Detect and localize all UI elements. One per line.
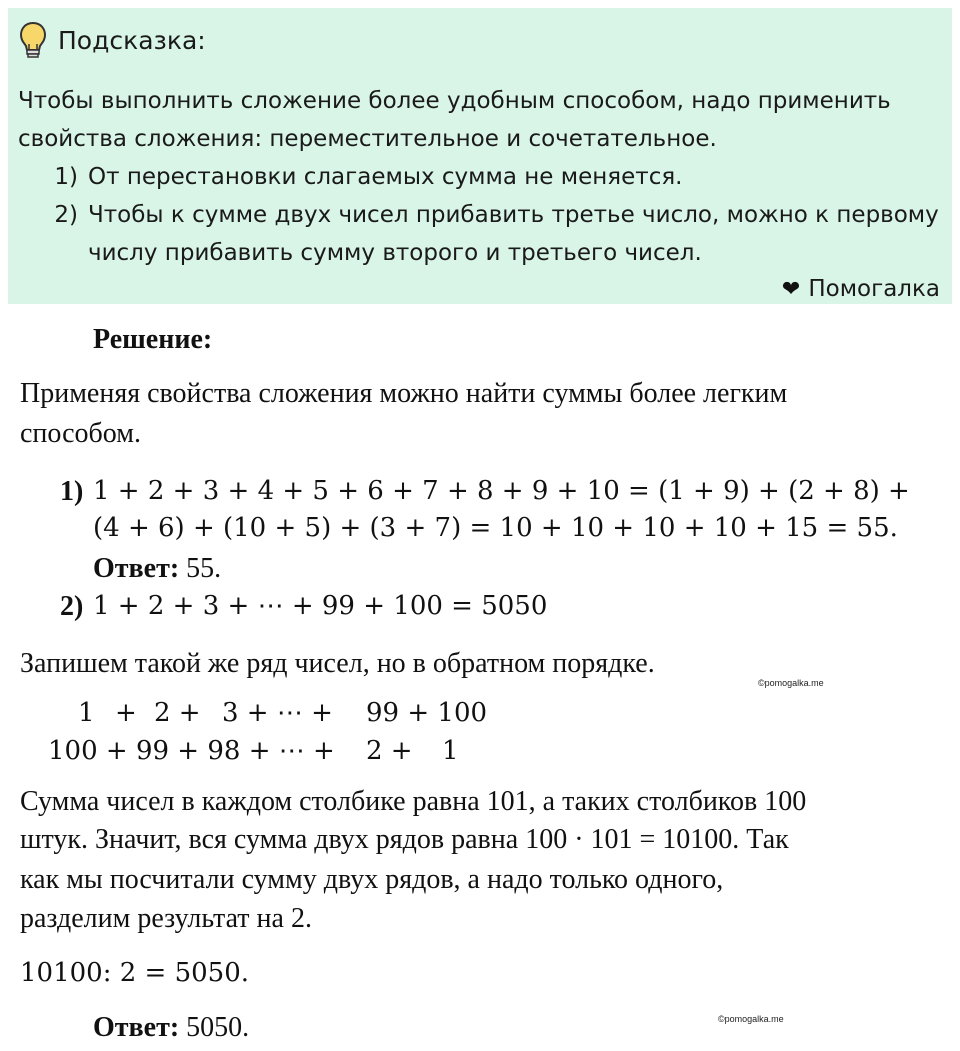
watermark: ©pomogalka.me (718, 1014, 784, 1024)
row-term: + (115, 698, 137, 728)
item-answer (93, 553, 221, 585)
row-term: 3 + ⋯ + (222, 698, 333, 728)
solution-heading: Решение: (93, 324, 213, 355)
hint-box (8, 8, 952, 304)
hint-header (18, 18, 940, 62)
rule-text: От перестановки слагаемых сумма не меняется. (88, 164, 683, 190)
row-term: 2 + (366, 736, 413, 766)
brand-label (782, 276, 940, 302)
item-number: 1) (60, 476, 84, 507)
reverse-text: Запишем такой же ряд чисел, но в обратном порядке. (20, 648, 655, 679)
rule-text: Чтобы к сумме двух чисел прибавить третье число, можно к первому числу прибавить сумму второго и третьего чисел. (88, 202, 939, 266)
item-equation: 1 + 2 + 3 + 4 + 5 + 6 + 7 + 8 + 9 + 10 = (1 + 9) + (2 + 8) + (93, 476, 910, 506)
heart-icon: ❤ (781, 276, 801, 302)
row-term: 100 + 99 + 98 + ⋯ + (48, 736, 335, 766)
division-equation: 10100: 2 = 5050. (20, 958, 250, 988)
hint-body (18, 82, 940, 272)
row-term: 1 (442, 736, 459, 766)
answer-label: Ответ: (93, 1012, 180, 1043)
item-number: 2) (60, 591, 84, 622)
watermark: ©pomogalka.me (758, 678, 824, 688)
row-term: 1 (78, 698, 95, 728)
hint-rule (18, 196, 940, 272)
sum-line: как мы посчитали сумму двух рядов, а надо только одного, (20, 864, 724, 895)
final-answer (93, 1012, 249, 1044)
brand-name: Помогалка (808, 276, 940, 302)
answer-value: 55. (186, 553, 222, 584)
answer-value: 5050. (186, 1012, 250, 1043)
solution-intro-line: способом. (20, 418, 141, 449)
hint-rule (18, 158, 940, 196)
hint-intro: Чтобы выполнить сложение более удобным способом, надо применить свойства сложения: переместительное и сочетательное. (18, 88, 891, 152)
row-term: 99 + 100 (366, 698, 488, 728)
sum-line: штук. Значит, вся сумма двух рядов равна 100 · 101 = 10100. Так (20, 824, 789, 855)
lightbulb-icon (18, 20, 48, 60)
rule-number: 1) (54, 164, 78, 190)
item-equation: (4 + 6) + (10 + 5) + (3 + 7) = 10 + 10 + 10 + 10 + 15 = 55. (93, 513, 898, 543)
answer-label: Ответ: (93, 553, 180, 584)
solution-intro-line: Применяя свойства сложения можно найти суммы более легким (20, 378, 788, 409)
rule-number: 2) (54, 202, 78, 228)
hint-title: Подсказка: (58, 25, 206, 55)
item-equation: 1 + 2 + 3 + ⋯ + 99 + 100 = 5050 (93, 591, 548, 621)
sum-line: разделим результат на 2. (20, 903, 312, 934)
row-term: 2 + (154, 698, 201, 728)
sum-line: Сумма чисел в каждом столбике равна 101, а таких столбиков 100 (20, 786, 807, 817)
